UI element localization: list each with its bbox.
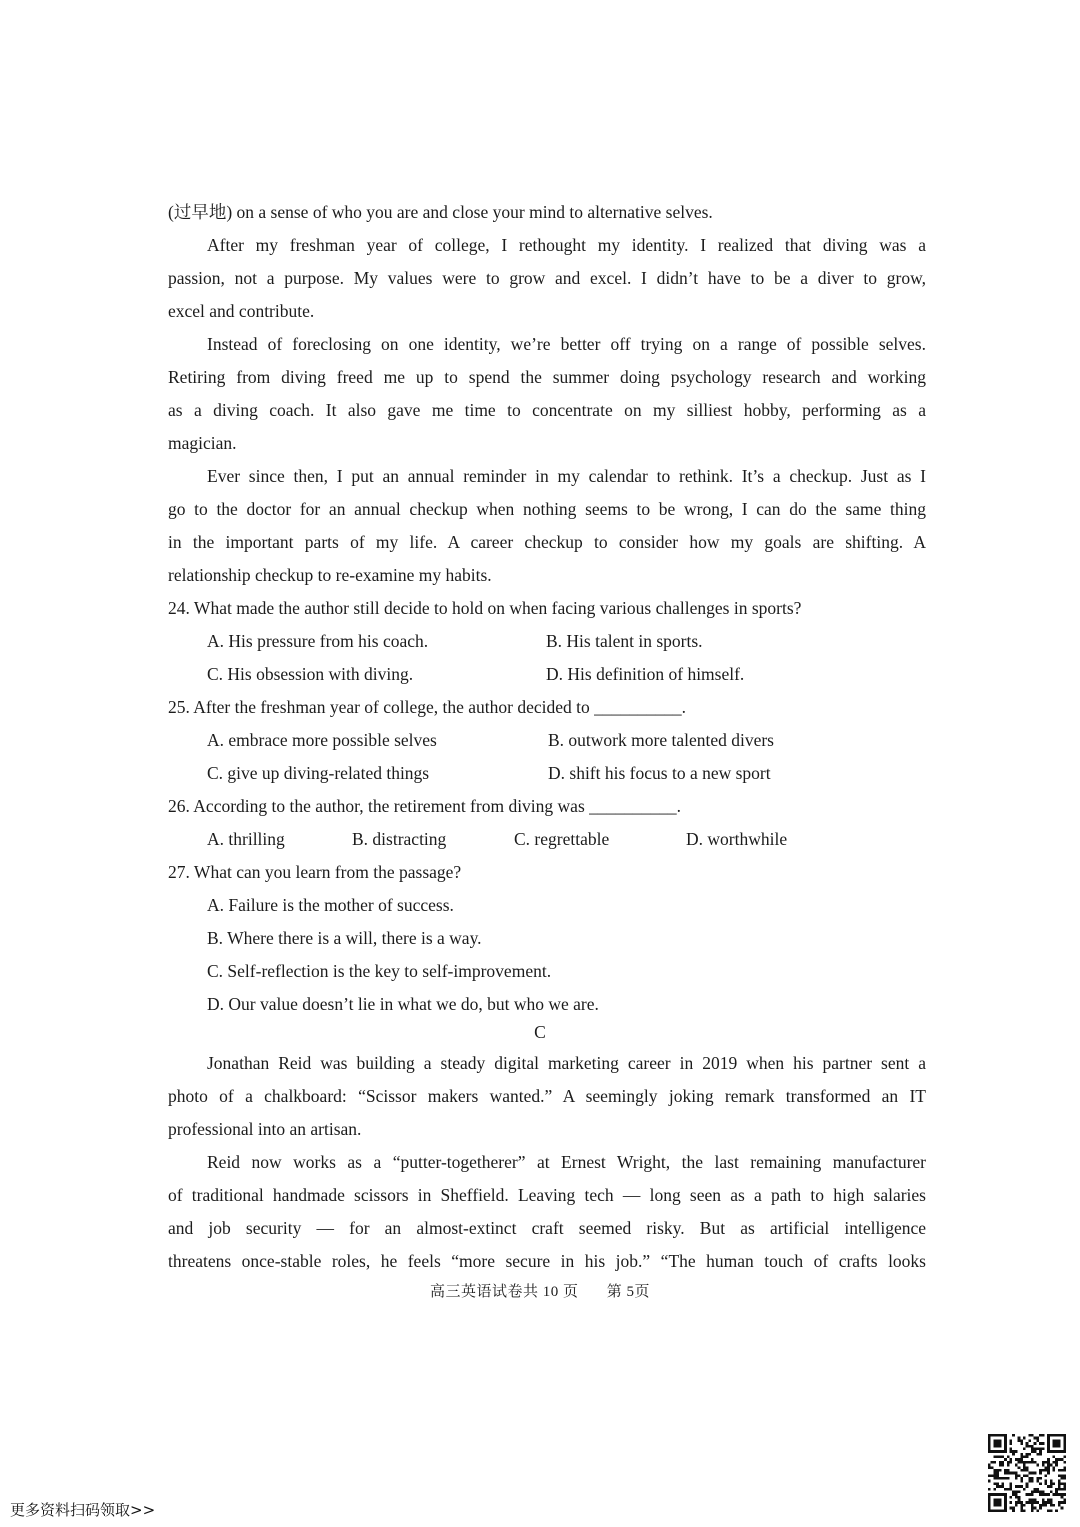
question-26-option-d[interactable]: D. worthwhile xyxy=(686,829,788,849)
question-27-option-d[interactable]: D. Our value doesn’t lie in what we do, but who we are. xyxy=(207,994,599,1014)
question-24-option-a[interactable]: A. His pressure from his coach. xyxy=(207,631,429,651)
question-24-stem: 24. What made the author still decide to hold on when facing various challenges in sports? xyxy=(168,598,802,618)
passage-line: Ever since then, I put an annual reminder in my calendar to rethink. It’s a checkup. Just as I xyxy=(207,466,926,486)
passage-line: excel and contribute. xyxy=(168,301,315,321)
qr-code-icon[interactable] xyxy=(988,1434,1066,1512)
passage-line: (过早地) on a sense of who you are and close your mind to alternative selves. xyxy=(168,202,713,222)
question-25-stem: 25. After the freshman year of college, the author decided to __________. xyxy=(168,697,687,717)
question-26-option-a[interactable]: A. thrilling xyxy=(207,829,285,849)
question-26-stem: 26. According to the author, the retirement from diving was __________. xyxy=(168,796,682,816)
page-footer xyxy=(0,1280,1080,1301)
passage-line: Jonathan Reid was building a steady digital marketing career in 2019 when his partner sent a xyxy=(207,1053,926,1073)
footer-exam-info: 高三英语试卷共 10 页 xyxy=(429,1284,579,1300)
question-25-option-b[interactable]: B. outwork more talented divers xyxy=(548,730,774,750)
passage-line: go to the doctor for an annual checkup when nothing seems to be wrong, I can do the same thing xyxy=(168,499,926,519)
question-26-option-b[interactable]: B. distracting xyxy=(352,829,447,849)
question-24-option-b[interactable]: B. His talent in sports. xyxy=(546,631,703,651)
passage-line: Retiring from diving freed me up to spend the summer doing psychology research and working xyxy=(168,367,926,387)
question-26-option-c[interactable]: C. regrettable xyxy=(514,829,610,849)
question-25-option-c[interactable]: C. give up diving-related things xyxy=(207,763,430,783)
passage-line: passion, not a purpose. My values were to grow and excel. I didn’t have to be a diver to grow, xyxy=(168,268,926,288)
passage-line: and job security — for an almost-extinct craft seemed risky. But as artificial intelligence xyxy=(168,1218,926,1238)
question-27-option-a[interactable]: A. Failure is the mother of success. xyxy=(207,895,454,915)
footer-page-number: 第 5页 xyxy=(606,1284,651,1300)
passage-line: magician. xyxy=(168,433,237,453)
passage-line: of traditional handmade scissors in Sheffield. Leaving tech — long seen as a path to high salaries xyxy=(168,1185,926,1205)
passage-line: as a diving coach. It also gave me time to concentrate on my silliest hobby, performing as a xyxy=(168,400,926,420)
passage-line: relationship checkup to re-examine my habits. xyxy=(168,565,492,585)
passage-line: After my freshman year of college, I rethought my identity. I realized that diving was a xyxy=(207,235,926,255)
question-27-stem: 27. What can you learn from the passage? xyxy=(168,862,462,882)
promo-link[interactable]: 更多资料扫码领取>> xyxy=(10,1501,156,1519)
passage-line: professional into an artisan. xyxy=(168,1119,362,1139)
passage-line: Instead of foreclosing on one identity, we’re better off trying on a range of possible selves. xyxy=(207,334,926,354)
question-24-option-d[interactable]: D. His definition of himself. xyxy=(546,664,745,684)
passage-line: Reid now works as a “putter-togetherer” at Ernest Wright, the last remaining manufacturer xyxy=(207,1152,926,1172)
question-27-option-b[interactable]: B. Where there is a will, there is a way. xyxy=(207,928,482,948)
question-25-option-d[interactable]: D. shift his focus to a new sport xyxy=(548,763,771,783)
passage-line: threatens once-stable roles, he feels “more secure in his job.” “The human touch of crafts looks xyxy=(168,1251,926,1271)
question-25-option-a[interactable]: A. embrace more possible selves xyxy=(207,730,437,750)
question-27-option-c[interactable]: C. Self-reflection is the key to self-improvement. xyxy=(207,961,552,981)
section-c-heading: C xyxy=(534,1022,546,1042)
passage-line: photo of a chalkboard: “Scissor makers wanted.” A seemingly joking remark transformed an IT xyxy=(168,1086,926,1106)
passage-line: in the important parts of my life. A career checkup to consider how my goals are shifting. A xyxy=(168,532,926,552)
question-24-option-c[interactable]: C. His obsession with diving. xyxy=(207,664,414,684)
